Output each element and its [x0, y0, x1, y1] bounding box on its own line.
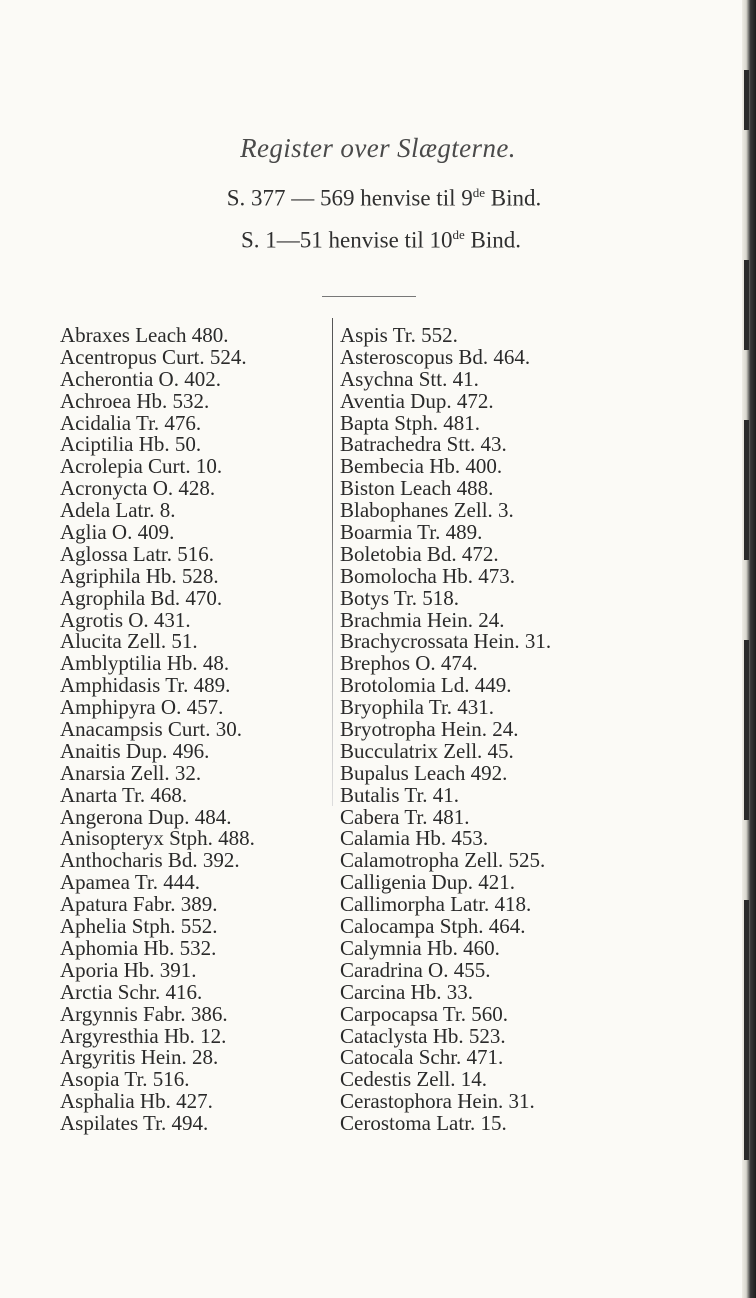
index-entry: Acentropus Curt. 524. — [60, 344, 247, 369]
index-entry: Arctia Schr. 416. — [60, 979, 203, 1004]
index-entry: Calocampa Stph. 464. — [340, 914, 526, 939]
index-entry: Cerostoma Latr. 15. — [340, 1111, 507, 1136]
index-entry: Calamia Hb. 453. — [340, 826, 489, 851]
index-entry: Carcina Hb. 33. — [340, 979, 473, 1004]
index-entry: Batrachedra Stt. 43. — [340, 432, 507, 457]
index-entry: Alucita Zell. 51. — [60, 629, 198, 654]
index-entry: Bryotropha Hein. 24. — [340, 717, 519, 742]
index-entry: Anisopteryx Stph. 488. — [60, 826, 255, 851]
index-entry: Aciptilia Hb. 50. — [60, 432, 202, 457]
index-entry: Boarmia Tr. 489. — [340, 520, 483, 545]
index-entry: Aspilates Tr. 494. — [60, 1111, 209, 1136]
index-entry: Argyresthia Hb. 12. — [60, 1023, 227, 1048]
volume-note-1-sup: de — [472, 185, 486, 200]
index-entry: Argyritis Hein. 28. — [60, 1045, 219, 1070]
index-entry: Agrotis O. 431. — [60, 607, 191, 632]
index-entry: Agriphila Hb. 528. — [60, 563, 219, 588]
index-entry: Acrolepia Curt. 10. — [60, 454, 223, 479]
index-entry: Calymnia Hb. 460. — [340, 935, 500, 960]
index-entry: Aphelia Stph. 552. — [60, 914, 218, 939]
index-entry: Bembecia Hb. 400. — [340, 454, 503, 479]
volume-note-1-suffix: Bind. — [485, 185, 542, 211]
index-entry: Amphipyra O. 457. — [60, 695, 224, 720]
index-entry: Agrophila Bd. 470. — [60, 585, 223, 610]
index-entry: Carpocapsa Tr. 560. — [340, 1001, 508, 1026]
volume-note-1-text: S. 377 — 569 henvise til 9 — [226, 185, 473, 211]
index-entry: Biston Leach 488. — [340, 476, 494, 501]
index-entry: Anaitis Dup. 496. — [60, 738, 210, 763]
page-title: Register over Slægterne. — [240, 133, 516, 163]
index-entry: Aphomia Hb. 532. — [60, 935, 217, 960]
index-entry: Asychna Stt. 41. — [340, 366, 479, 391]
index-entry: Butalis Tr. 41. — [340, 782, 460, 807]
index-entry: Achroea Hb. 532. — [60, 388, 210, 413]
index-entry: Aporia Hb. 391. — [60, 957, 197, 982]
volume-note-2-suffix: Bind. — [464, 227, 521, 253]
index-entry: Brachycrossata Hein. 31. — [340, 629, 552, 654]
index-entry: Asteroscopus Bd. 464. — [340, 344, 531, 369]
index-entry: Anarta Tr. 468. — [60, 782, 188, 807]
index-entry: Cerastophora Hein. 31. — [340, 1089, 535, 1114]
index-entry: Cabera Tr. 481. — [340, 804, 470, 829]
header-rule — [322, 296, 416, 297]
index-entry: Bryophila Tr. 431. — [340, 695, 495, 720]
index-entry: Asopia Tr. 516. — [60, 1067, 190, 1092]
index-entry: Brephos O. 474. — [340, 651, 478, 676]
index-entry: Anthocharis Bd. 392. — [60, 848, 240, 873]
index-entry: Aventia Dup. 472. — [340, 388, 494, 413]
index-entry: Acherontia O. 402. — [60, 366, 221, 391]
index-entry: Brotolomia Ld. 449. — [340, 673, 512, 698]
index-entry: Angerona Dup. 484. — [60, 804, 232, 829]
index-entry: Argynnis Fabr. 386. — [60, 1001, 228, 1026]
index-entry: Adela Latr. 8. — [60, 498, 176, 523]
index-column-left — [60, 325, 255, 1135]
index-entry: Anacampsis Curt. 30. — [60, 717, 242, 742]
index-entry: Botys Tr. 518. — [340, 585, 460, 610]
volume-note-1 — [0, 185, 756, 212]
index-entry: Bucculatrix Zell. 45. — [340, 738, 514, 763]
index-entry: Acronycta O. 428. — [60, 476, 216, 501]
volume-note-2 — [0, 227, 756, 254]
index-entry: Cedestis Zell. 14. — [340, 1067, 487, 1092]
index-entry: Acidalia Tr. 476. — [60, 410, 202, 435]
index-entry: Aglia O. 409. — [60, 520, 175, 545]
index-entry: Apamea Tr. 444. — [60, 870, 201, 895]
index-entry: Calligenia Dup. 421. — [340, 870, 515, 895]
index-entry: Aglossa Latr. 516. — [60, 541, 214, 566]
column-divider — [332, 318, 333, 806]
index-entry: Amblyptilia Hb. 48. — [60, 651, 230, 676]
index-entry: Brachmia Hein. 24. — [340, 607, 505, 632]
volume-note-2-sup: de — [452, 227, 465, 242]
index-entry: Aspis Tr. 552. — [340, 323, 458, 347]
volume-note-2-text: S. 1—51 henvise til 10 — [241, 227, 453, 253]
index-entry: Bomolocha Hb. 473. — [340, 563, 515, 588]
index-entry: Asphalia Hb. 427. — [60, 1089, 213, 1114]
index-entry: Calamotropha Zell. 525. — [340, 848, 546, 873]
index-entry: Apatura Fabr. 389. — [60, 892, 218, 917]
index-entry: Abraxes Leach 480. — [60, 323, 229, 347]
index-entry: Amphidasis Tr. 489. — [60, 673, 231, 698]
index-entry: Catocala Schr. 471. — [340, 1045, 504, 1070]
index-entry: Anarsia Zell. 32. — [60, 760, 202, 785]
index-entry: Bapta Stph. 481. — [340, 410, 480, 435]
index-entry: Boletobia Bd. 472. — [340, 541, 499, 566]
index-entry: Bupalus Leach 492. — [340, 760, 508, 785]
index-entry: Cataclysta Hb. 523. — [340, 1023, 506, 1048]
index-entry: Blabophanes Zell. 3. — [340, 498, 514, 523]
index-entry: Callimorpha Latr. 418. — [340, 892, 532, 917]
index-column-right — [340, 325, 551, 1135]
index-entry: Caradrina O. 455. — [340, 957, 491, 982]
